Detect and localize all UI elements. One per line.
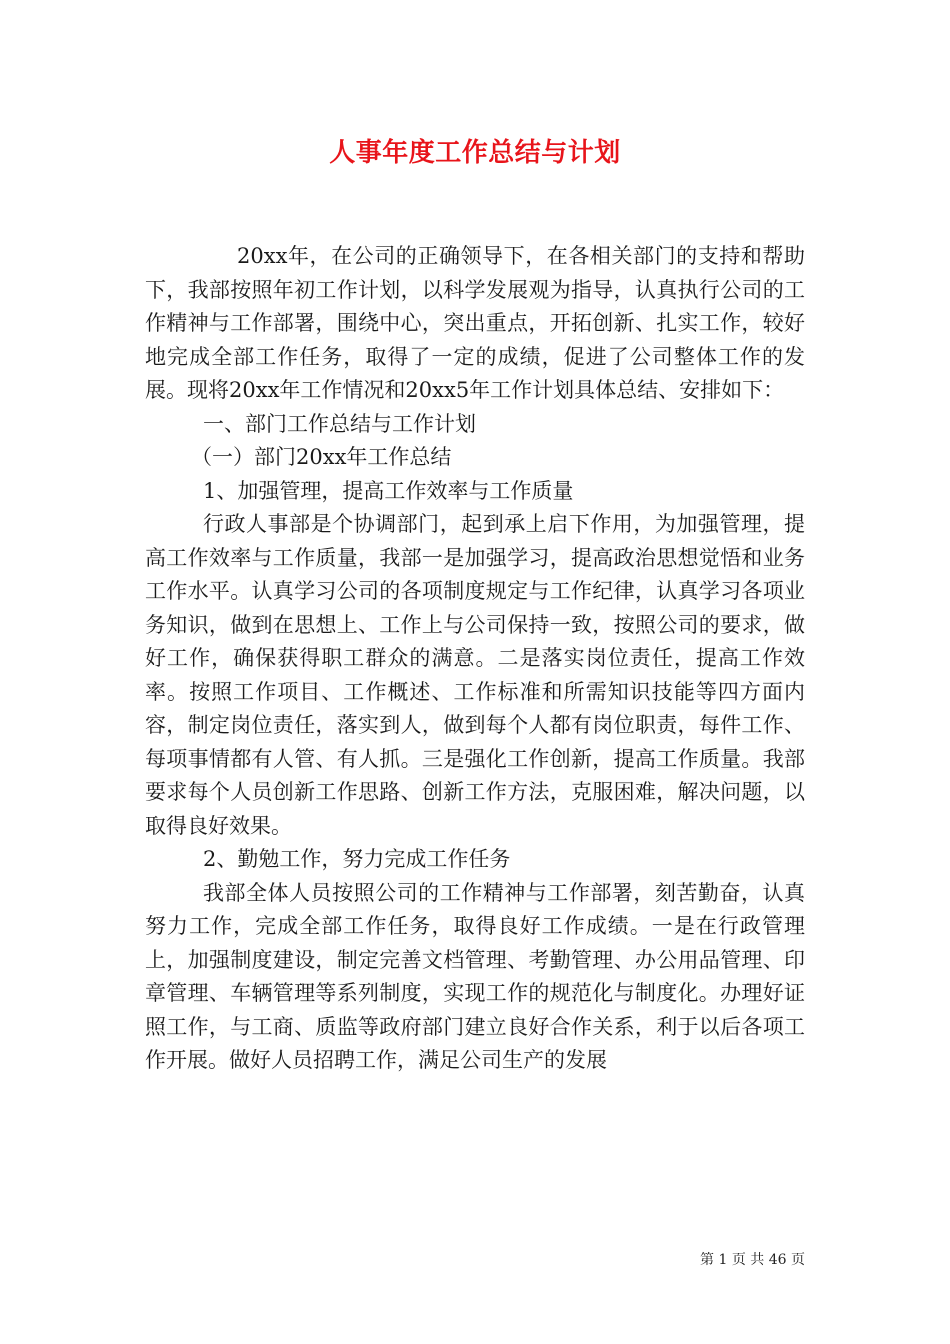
heading-item-2: 2、勤勉工作，努力完成工作任务 [203, 847, 511, 871]
heading-section-1: 一、部门工作总结与工作计划 [203, 411, 476, 436]
document-body [145, 240, 805, 1078]
heading-item-1: 1、加强管理，提高工作效率与工作质量 [203, 478, 574, 503]
paragraph-intro: 20xx年，在公司的正确领导下，在各相关部门的支持和帮助下，我部按照年初工作计划，以科学发展观为指导，认真执行公司的工作精神与工作部署，围绕中心，突出重点，开拓创新、扎实工作，较好地完成全部工作任务，取得了一定的成绩，促进了公司整体工作的发展。现将20xx年工作情况和20xx5年工作计划具体总结、安排如下： [145, 244, 805, 402]
paragraph-item-1: 行政人事部是个协调部门，起到承上启下作用，为加强管理，提高工作效率与工作质量，我部一是加强学习，提高政治思想觉悟和业务工作水平。认真学习公司的各项制度规定与工作纪律，认真学习各项业务知识，做到在思想上、工作上与公司保持一致，按照公司的要求，做好工作，确保获得职工群众的满意。二是落实岗位责任，提高工作效率。按照工作项目、工作概述、工作标准和所需知识技能等四方面内容，制定岗位责任，落实到人，做到每个人都有岗位职责，每件工作、每项事情都有人管、有人抓。三是强化工作创新，提高工作质量。我部要求每个人员创新工作思路、创新工作方法，克服困难，解决问题，以取得良好效果。 [145, 512, 805, 838]
page-number: 第 1 页 共 46 页 [700, 1252, 805, 1268]
document-title: 人事年度工作总结与计划 [329, 138, 621, 168]
paragraph-item-2: 我部全体人员按照公司的工作精神与工作部署，刻苦勤奋，认真努力工作，完成全部工作任务，取得良好工作成绩。一是在行政管理上，加强制度建设，制定完善文档管理、考勤管理、办公用品管理、印章管理、车辆管理等系列制度，实现工作的规范化与制度化。办理好证照工作，与工商、质监等政府部门建立良好合作关系，利于以后各项工作开展。做好人员招聘工作，满足公司生产的发展 [145, 880, 805, 1072]
heading-subsection-1: （一）部门20xx年工作总结 [191, 445, 452, 469]
